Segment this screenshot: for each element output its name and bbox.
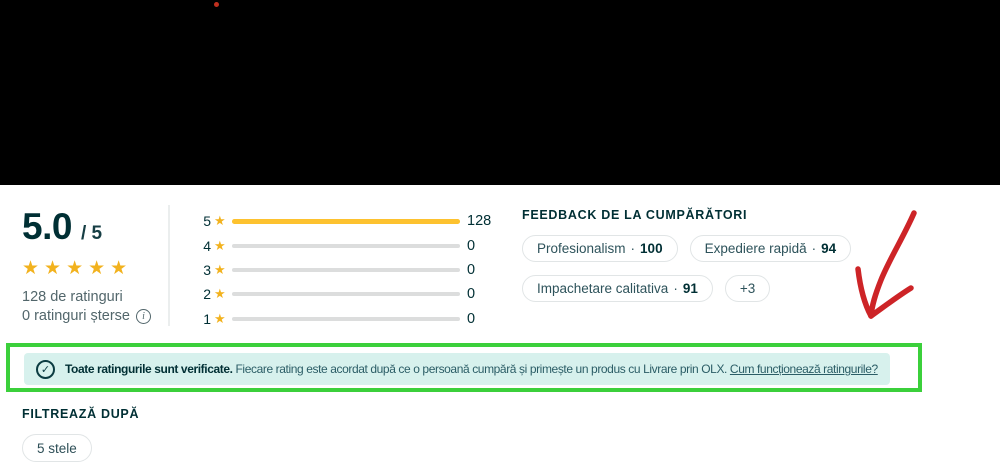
bar-fill [232, 219, 460, 224]
arrow-wing-left [858, 269, 871, 316]
star-icon: ★ [214, 286, 226, 302]
bar-count: 0 [467, 310, 476, 327]
check-circle-icon: ✓ [36, 360, 55, 379]
feedback-pill-expediere[interactable] [690, 235, 852, 262]
verified-ratings-banner [24, 353, 890, 385]
rating-bar-row-3 [200, 258, 491, 282]
feedback-pill-row-2 [522, 275, 851, 302]
pill-value: 94 [821, 241, 837, 256]
deleted-ratings-line [22, 308, 151, 324]
bar-track [232, 317, 460, 321]
how-ratings-work-link[interactable]: Cum funcționează ratingurile? [729, 362, 878, 376]
star-icon: ★ [214, 237, 226, 253]
feedback-pill-row-1 [522, 235, 851, 262]
rating-score-line [22, 206, 151, 248]
banner-body-text: Fiecare rating este acordat după ce o persoană cumpără și primește un produs cu Livrare prin OLX. [235, 362, 727, 376]
bar-label: 4 [203, 237, 211, 254]
bar-track [232, 219, 460, 224]
star-icon: ★ [214, 261, 226, 277]
rating-bar-row-1 [200, 307, 491, 331]
banner-bold-text: Toate ratingurile sunt verificate. [65, 362, 233, 376]
bar-label: 5 [203, 213, 211, 230]
pill-label: Impachetare calitativa [537, 281, 669, 296]
feedback-more-button[interactable]: +3 [725, 275, 770, 302]
bar-count: 0 [467, 286, 476, 303]
pill-label: Profesionalism [537, 241, 626, 256]
buyer-feedback-section [522, 208, 851, 302]
pill-label: Expediere rapidă [704, 241, 807, 256]
bar-label: 1 [203, 310, 211, 327]
feedback-pill-profesionalism[interactable] [522, 235, 678, 262]
pill-value: 91 [682, 281, 698, 296]
pill-separator: · [811, 241, 817, 256]
rating-stars: ★★★★★ [22, 258, 133, 279]
info-icon[interactable]: i [136, 309, 151, 324]
arrow-wing-right [871, 288, 911, 316]
blacked-out-region [0, 0, 1000, 185]
bar-track [232, 292, 460, 296]
bar-label: 3 [203, 261, 211, 278]
filter-title: FILTREAZĂ DUPĂ [22, 407, 140, 421]
bar-count: 128 [467, 213, 492, 230]
rating-summary [22, 206, 151, 324]
star-icon: ★ [214, 310, 226, 326]
filter-section [22, 407, 139, 462]
bar-label: 2 [203, 286, 211, 303]
star-icon: ★ [214, 213, 226, 229]
bar-count: 0 [467, 237, 476, 254]
ratings-count: 128 de ratinguri [22, 289, 123, 305]
red-dot [214, 2, 219, 7]
feedback-pill-impachetare[interactable] [522, 275, 713, 302]
pill-value: 100 [640, 241, 663, 256]
rating-out-of: / 5 [80, 223, 103, 244]
rating-score: 5.0 [22, 206, 72, 247]
rating-bar-row-4 [200, 233, 491, 257]
deleted-ratings-count: 0 ratinguri șterse [22, 308, 130, 324]
pill-separator: · [673, 281, 678, 296]
rating-distribution-chart [200, 209, 491, 331]
banner-text [65, 362, 878, 376]
filter-chip-5-stars[interactable]: 5 stele [22, 434, 92, 462]
rating-bar-row-2 [200, 282, 491, 306]
vertical-divider [168, 205, 170, 326]
arrow-shaft [871, 213, 914, 316]
bar-count: 0 [467, 261, 476, 278]
rating-bar-row-5 [200, 209, 491, 233]
feedback-title: FEEDBACK DE LA CUMPĂRĂTORI [522, 208, 748, 222]
pill-separator: · [630, 241, 636, 256]
bar-track [232, 244, 460, 248]
bar-track [232, 268, 460, 272]
